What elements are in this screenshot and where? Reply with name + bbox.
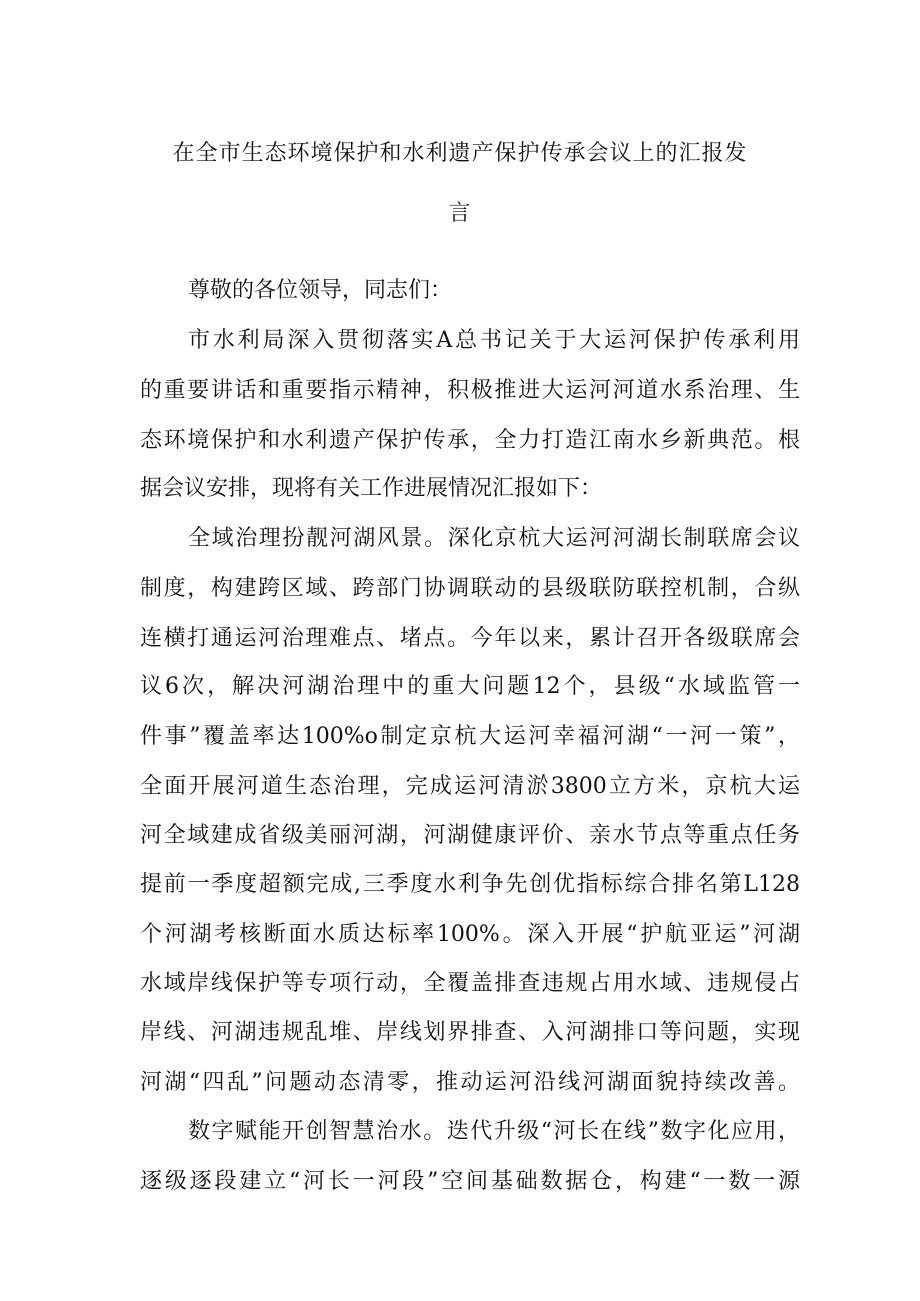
paragraph-line: 的重要讲话和重要指示精神，积极推进大运河河道水系治理、生 (140, 378, 800, 403)
paragraph-line: 逐级逐段建立“河长一河段”空间基础数据仓，构建“一数一源 (140, 1169, 800, 1194)
paragraph-line: 全域治理扮靓河湖风景。深化京杭大运河河湖长制联席会议 (188, 526, 800, 551)
paragraph-line: 个河湖考核断面水质达标率100%。深入开展“护航亚运”河湖 (140, 922, 800, 947)
document-title-line-2: 言 (448, 201, 472, 226)
paragraph-line: 河湖“四乱”问题动态清零，推动运河沿线河湖面貌持续改善。 (140, 1070, 800, 1095)
paragraph-line: 件事”覆盖率达100%o制定京杭大运河幸福河湖“一河一策”， (140, 724, 800, 749)
paragraph-line: 议6次，解决河湖治理中的重大问题12个，县级“水域监管一 (140, 674, 800, 699)
paragraph-line: 全面开展河道生态治理，完成运河清淤3800立方米，京杭大运 (140, 774, 800, 799)
salutation: 尊敬的各位领导，同志们： (188, 278, 453, 303)
paragraph-line: 制度，构建跨区域、跨部门协调联动的县级联防联控机制，合纵 (140, 576, 800, 601)
paragraph-line: 河全域建成省级美丽河湖，河湖健康评价、亲水节点等重点任务 (140, 823, 800, 848)
paragraph-line: 态环境保护和水利遗产保护传承，全力打造江南水乡新典范。根 (140, 428, 800, 453)
document-title-line-1: 在全市生态环境保护和水利遗产保护传承会议上的汇报发 (172, 141, 748, 166)
paragraph-line: 水域岸线保护等专项行动，全覆盖排查违规占用水域、违规侵占 (140, 971, 800, 996)
paragraph-line: 市水利局深入贯彻落实A总书记关于大运河保护传承利用 (188, 328, 800, 353)
paragraph-line: 据会议安排，现将有关工作进展情况汇报如下： (140, 476, 603, 501)
paragraph-line: 连横打通运河治理难点、堵点。今年以来，累计召开各级联席会 (140, 626, 800, 651)
paragraph-line: 数字赋能开创智慧治水。迭代升级“河长在线”数字化应用， (188, 1119, 800, 1144)
paragraph-line: 岸线、河湖违规乱堆、岸线划界排查、入河湖排口等问题，实现 (140, 1020, 800, 1045)
paragraph-line: 提前一季度超额完成,三季度水利争先创优指标综合排名第L128 (140, 872, 800, 897)
